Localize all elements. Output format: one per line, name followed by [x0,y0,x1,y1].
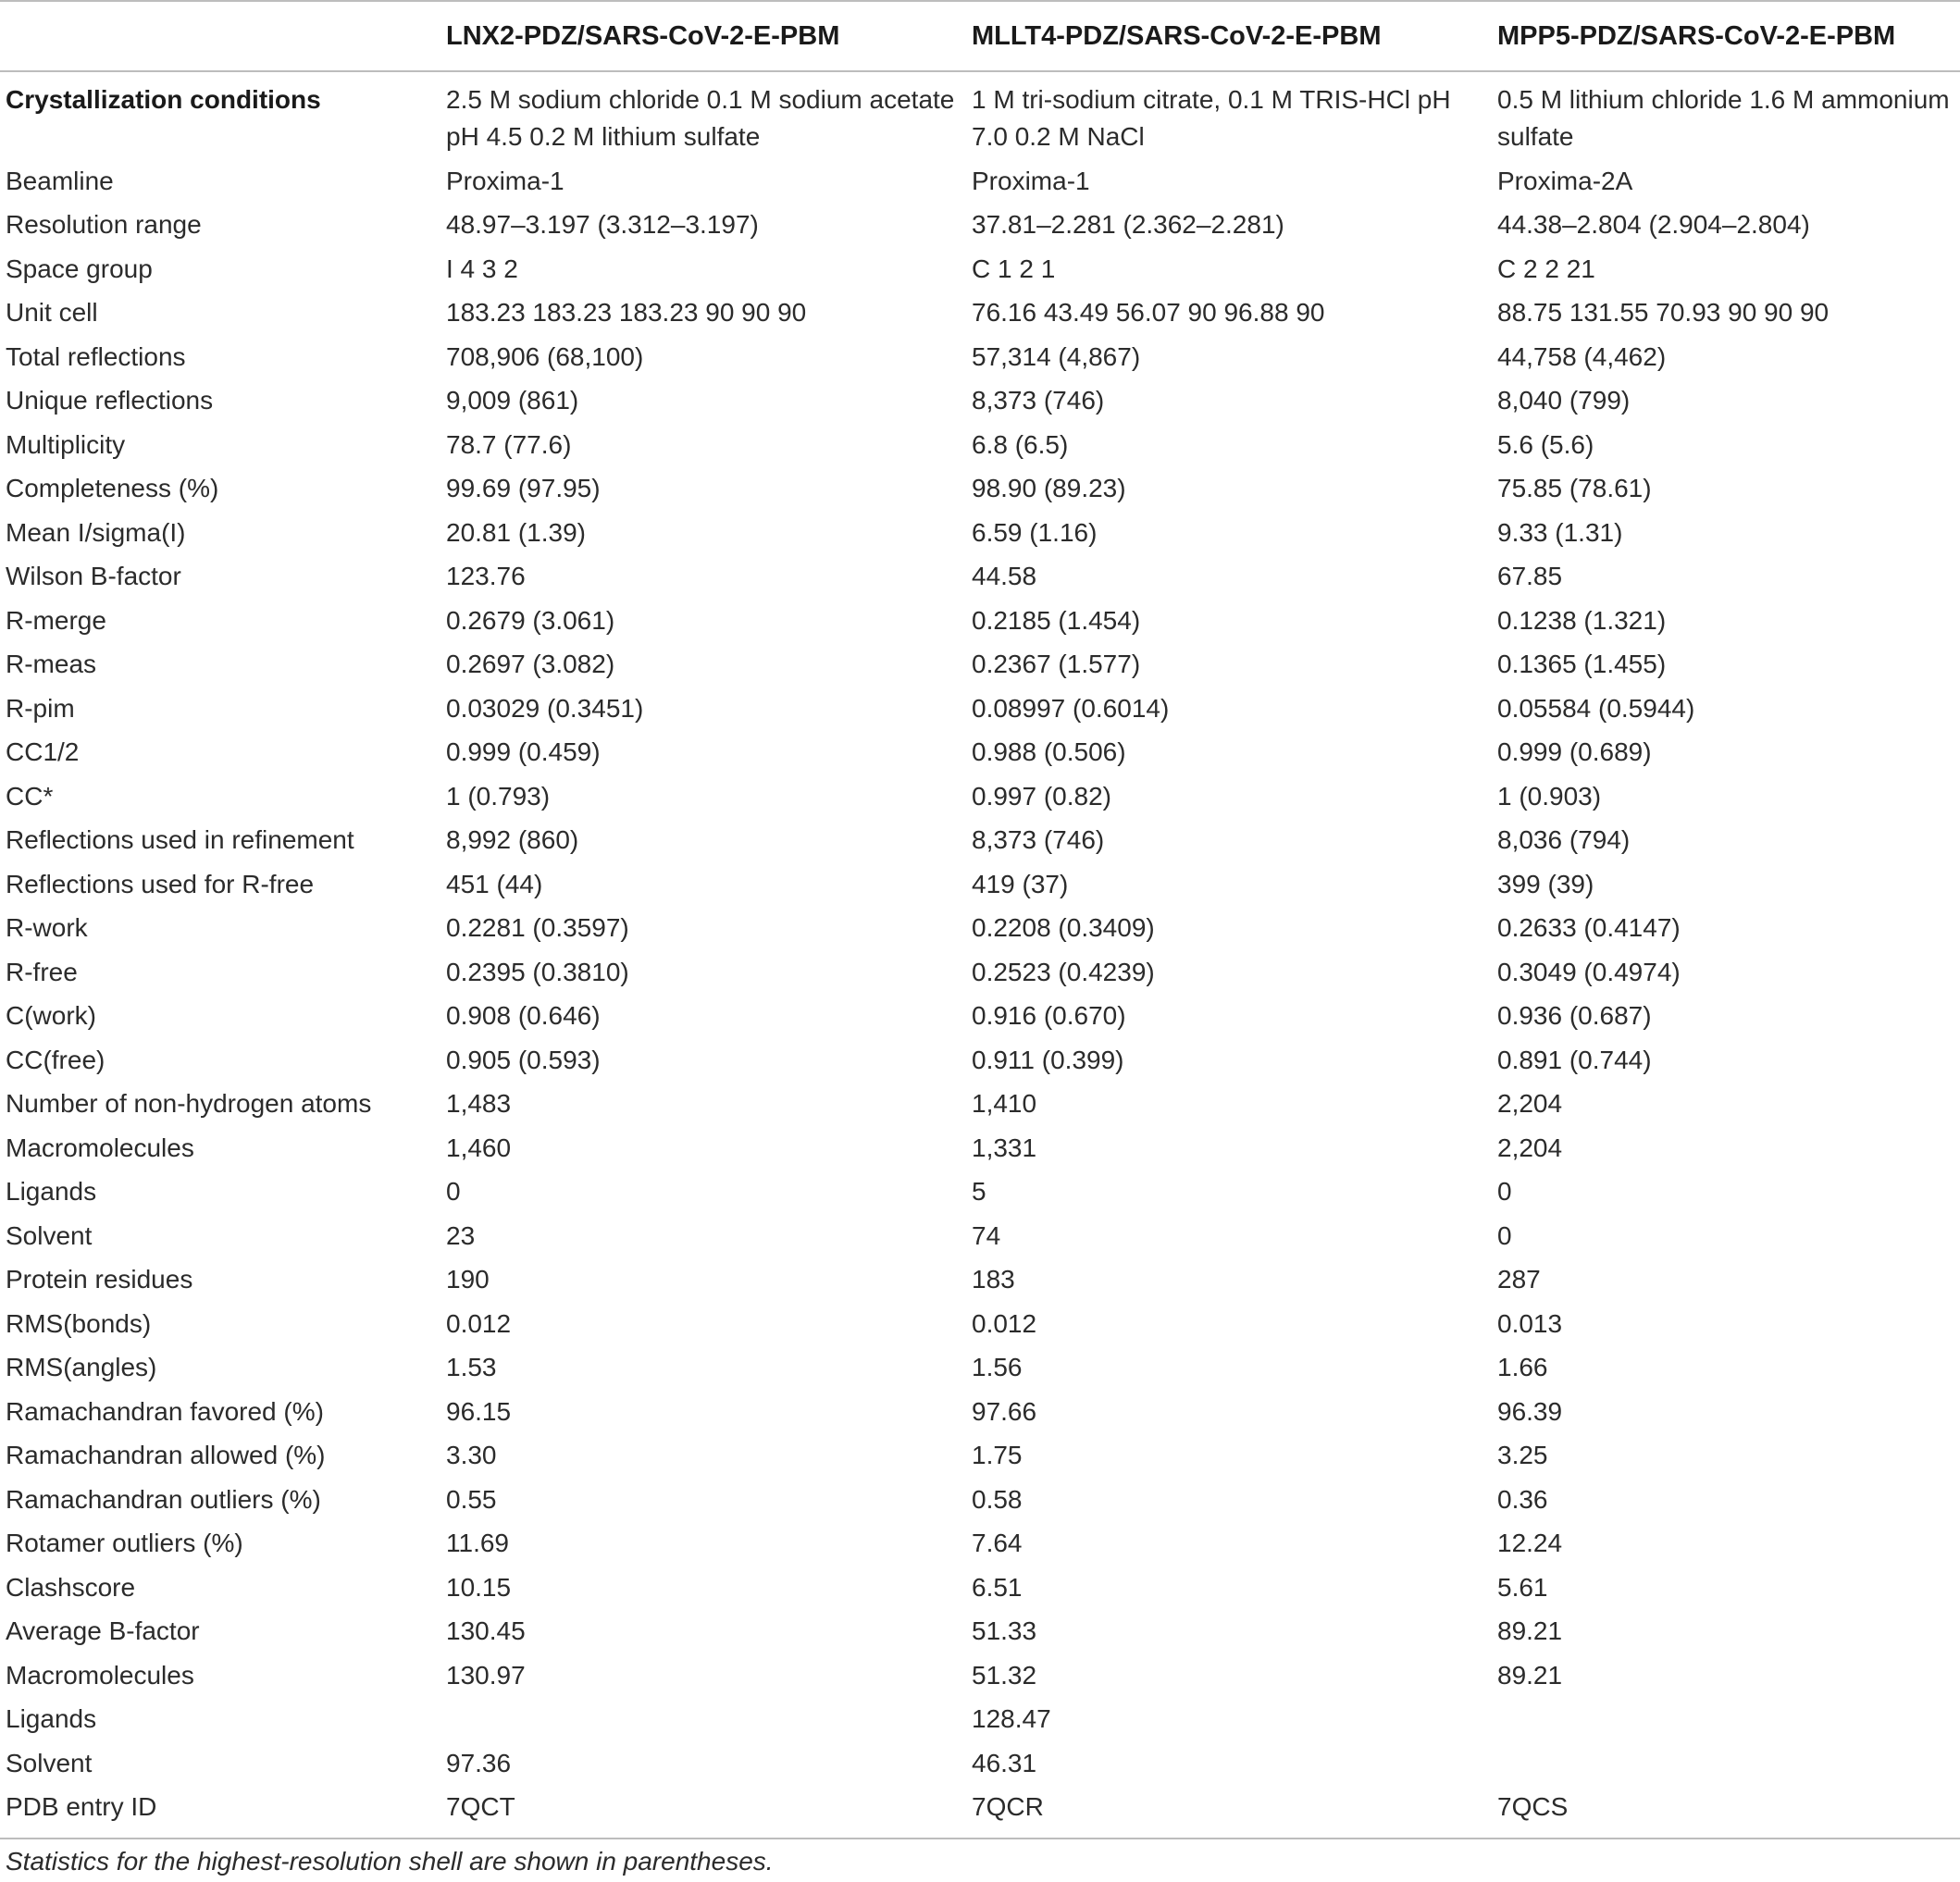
cell-mpp5: 0.013 [1497,1308,1563,1338]
cell-lnx2: 123.76 [446,562,526,591]
cell-lnx2: 11.69 [446,1529,509,1558]
cell-lnx2: 0.908 (0.646) [446,1001,601,1031]
row-label: Rotamer outliers (%) [6,1529,243,1558]
cell-mllt4: 1 M tri-sodium citrate, 0.1 M TRIS-HCl pH 7.0 0.2 M NaCl [972,85,1451,151]
row-label: C(work) [6,1001,96,1031]
cell-mpp5: 0 [1497,1220,1512,1250]
row-label: Clashscore [6,1572,136,1602]
cell-lnx2: 1,460 [446,1133,512,1162]
cell-mpp5: 0.936 (0.687) [1497,1001,1652,1031]
cell-mllt4: 0.997 (0.82) [972,781,1111,811]
row-label: Resolution range [6,210,202,240]
cell-mllt4: 7.64 [972,1529,1023,1558]
cell-mllt4: 0.2208 (0.3409) [972,913,1155,943]
cell-mpp5: 399 (39) [1497,869,1594,898]
row-label: Solvent [6,1220,93,1250]
cell-mpp5: 8,036 (794) [1497,825,1631,855]
table-row [0,819,1960,863]
cell-mpp5: 2,204 [1497,1089,1563,1119]
cell-mllt4: 0.08997 (0.6014) [972,693,1170,723]
row-label: Ramachandran favored (%) [6,1396,324,1426]
header-cell-mllt4: MLLT4-PDZ/SARS-CoV-2-E-PBM [972,20,1382,51]
row-label: Reflections used for R-free [6,869,315,898]
header-cell-lnx2: LNX2-PDZ/SARS-CoV-2-E-PBM [446,20,840,51]
cell-mllt4: 0.988 (0.506) [972,737,1126,767]
cell-mllt4: 97.66 [972,1396,1037,1426]
row-label: R-merge [6,605,106,635]
header-cell-empty [0,0,440,72]
cell-lnx2: 190 [446,1265,490,1294]
cell-mpp5: 0 [1497,1177,1512,1207]
table-row [0,1083,1960,1127]
cell-lnx2: 1 (0.793) [446,781,551,811]
cell-mllt4: Proxima-1 [972,166,1090,195]
table-row [0,1302,1960,1346]
cell-mllt4: 1,331 [972,1133,1037,1162]
row-label: R-work [6,913,88,943]
cell-mllt4: 0.2367 (1.577) [972,650,1141,679]
cell-mllt4: 8,373 (746) [972,386,1105,415]
cell-lnx2: 9,009 (861) [446,386,579,415]
cell-lnx2: 183.23 183.23 183.23 90 90 90 [446,298,807,328]
cell-mpp5: 0.36 [1497,1484,1548,1514]
row-label: Solvent [6,1748,93,1777]
table-row [0,995,1960,1039]
cell-mpp5: 1.66 [1497,1353,1548,1382]
cell-lnx2: I 4 3 2 [446,254,518,283]
row-label: Beamline [6,166,114,195]
row-label: CC(free) [6,1045,105,1074]
cell-lnx2: 10.15 [446,1572,512,1602]
cell-lnx2: 8,992 (860) [446,825,579,855]
cell-lnx2: 48.97–3.197 (3.312–3.197) [446,210,759,240]
table-row [0,1786,1960,1830]
cell-mpp5 [1492,1741,1960,1786]
cell-lnx2: 0.55 [446,1484,497,1514]
table-row [0,1478,1960,1522]
table-row [0,1214,1960,1258]
cell-lnx2: Proxima-1 [446,166,564,195]
row-label: Unique reflections [6,386,214,415]
cell-lnx2: 130.97 [446,1660,526,1690]
cell-mllt4: 51.33 [972,1616,1037,1646]
row-label: Crystallization conditions [6,85,321,114]
cell-mllt4: 46.31 [972,1748,1037,1777]
cell-mpp5: Proxima-2A [1497,166,1633,195]
cell-mpp5: 7QCS [1497,1792,1569,1822]
cell-mllt4: 51.32 [972,1660,1037,1690]
cell-lnx2: 0.2281 (0.3597) [446,913,629,943]
table-row [0,159,1960,204]
row-label: Wilson B-factor [6,562,181,591]
cell-lnx2: 708,906 (68,100) [446,341,644,371]
cell-mllt4: 1.75 [972,1441,1023,1470]
cell-lnx2: 0.2697 (3.082) [446,650,615,679]
row-label: RMS(angles) [6,1353,157,1382]
cell-mpp5: 0.2633 (0.4147) [1497,913,1681,943]
row-label: RMS(bonds) [6,1308,152,1338]
row-label: Macromolecules [6,1660,194,1690]
cell-mllt4: 0.911 (0.399) [972,1045,1124,1074]
table-row [0,599,1960,643]
table-row [0,1698,1960,1742]
cell-mpp5: 89.21 [1497,1616,1563,1646]
cell-mpp5: 2,204 [1497,1133,1563,1162]
cell-lnx2: 2.5 M sodium chloride 0.1 M sodium acetate pH 4.5 0.2 M lithium sulfate [446,85,955,151]
cell-mllt4: 128.47 [972,1704,1051,1734]
cell-mpp5: 1 (0.903) [1497,781,1602,811]
cell-mllt4: 0.58 [972,1484,1023,1514]
cell-mllt4: C 1 2 1 [972,254,1056,283]
table-row [0,1566,1960,1610]
table-row [0,204,1960,248]
cell-mllt4: 8,373 (746) [972,825,1105,855]
row-label: Total reflections [6,341,186,371]
cell-mpp5: 12.24 [1497,1529,1563,1558]
row-label: Ramachandran outliers (%) [6,1484,321,1514]
row-label: Ligands [6,1177,97,1207]
cell-mllt4: 37.81–2.281 (2.362–2.281) [972,210,1284,240]
row-label: Space group [6,254,153,283]
cell-mpp5: 287 [1497,1265,1541,1294]
cell-mllt4: 6.59 (1.16) [972,517,1098,547]
bottom-rule [0,1838,1960,1839]
cell-mllt4: 0.916 (0.670) [972,1001,1126,1031]
table-row [0,291,1960,336]
row-label: Ligands [6,1704,97,1734]
table-row [0,511,1960,555]
cell-mllt4: 44.58 [972,562,1037,591]
cell-lnx2: 0.2395 (0.3810) [446,957,629,986]
cell-mpp5: 0.891 (0.744) [1497,1045,1652,1074]
cell-lnx2: 0.03029 (0.3451) [446,693,644,723]
table-row [0,687,1960,731]
cell-mllt4: 76.16 43.49 56.07 90 96.88 90 [972,298,1325,328]
cell-mllt4: 57,314 (4,867) [972,341,1141,371]
table-row [0,1170,1960,1215]
table-row [0,1346,1960,1391]
cell-lnx2: 451 (44) [446,869,543,898]
table-body [0,72,1960,1829]
table-row [0,379,1960,424]
cell-mllt4: 1,410 [972,1089,1037,1119]
cell-lnx2: 96.15 [446,1396,512,1426]
cell-mpp5: 0.5 M lithium chloride 1.6 M ammonium sulfate [1497,85,1950,151]
cell-mpp5: 0.999 (0.689) [1497,737,1652,767]
row-label: Multiplicity [6,429,126,459]
table-row [0,1522,1960,1566]
cell-mllt4: 5 [972,1177,986,1207]
row-label: Average B-factor [6,1616,200,1646]
table-row [0,423,1960,467]
cell-mllt4: 1.56 [972,1353,1023,1382]
row-label: R-meas [6,650,97,679]
cell-lnx2: 0.905 (0.593) [446,1045,601,1074]
cell-mpp5: C 2 2 21 [1497,254,1595,283]
cell-lnx2: 130.45 [446,1616,526,1646]
cell-lnx2: 20.81 (1.39) [446,517,586,547]
table-row [0,1653,1960,1698]
table-row [0,907,1960,951]
cell-lnx2: 0.999 (0.459) [446,737,601,767]
cell-mpp5: 67.85 [1497,562,1563,591]
cell-lnx2: 99.69 (97.95) [446,474,601,503]
table-row [0,774,1960,819]
row-label: Mean I/sigma(I) [6,517,186,547]
cell-lnx2: 3.30 [446,1441,497,1470]
table-row [0,1741,1960,1786]
row-label: CC1/2 [6,737,80,767]
cell-lnx2: 78.7 (77.6) [446,429,572,459]
row-label: Number of non-hydrogen atoms [6,1089,372,1119]
cell-lnx2: 7QCT [446,1792,515,1822]
table-row [0,1258,1960,1303]
cell-mpp5: 9.33 (1.31) [1497,517,1623,547]
cell-lnx2: 0.012 [446,1308,512,1338]
cell-mllt4: 98.90 (89.23) [972,474,1126,503]
cell-mllt4: 6.51 [972,1572,1023,1602]
table-row [0,950,1960,995]
row-label: R-free [6,957,78,986]
table-row [0,1610,1960,1654]
cell-mllt4: 419 (37) [972,869,1069,898]
row-label: Reflections used in refinement [6,825,354,855]
table-row [0,1390,1960,1434]
row-label: Protein residues [6,1265,193,1294]
cell-mpp5: 0.1365 (1.455) [1497,650,1667,679]
table-row [0,643,1960,687]
cell-mllt4: 183 [972,1265,1015,1294]
table-row [0,72,1960,159]
cell-mllt4: 6.8 (6.5) [972,429,1069,459]
cell-mllt4: 74 [972,1220,1001,1250]
table-row [0,467,1960,512]
table-row [0,1038,1960,1083]
cell-lnx2: 1.53 [446,1353,497,1382]
table-row [0,247,1960,291]
cell-mpp5: 88.75 131.55 70.93 90 90 90 [1497,298,1830,328]
table-row [0,1126,1960,1170]
cell-mpp5: 0.1238 (1.321) [1497,605,1667,635]
row-label: Completeness (%) [6,474,219,503]
cell-mpp5: 8,040 (799) [1497,386,1631,415]
cell-lnx2 [440,1698,966,1742]
table-row [0,731,1960,775]
cell-mpp5: 0.05584 (0.5944) [1497,693,1695,723]
cell-mpp5: 5.61 [1497,1572,1548,1602]
cell-mpp5: 44,758 (4,462) [1497,341,1667,371]
cell-lnx2: 97.36 [446,1748,512,1777]
table-footnote: Statistics for the highest-resolution shell are shown in parentheses. [6,1847,774,1876]
cell-lnx2: 0.2679 (3.061) [446,605,615,635]
row-label: CC* [6,781,54,811]
cell-mllt4: 0.012 [972,1308,1037,1338]
cell-mpp5: 5.6 (5.6) [1497,429,1594,459]
cell-mpp5 [1492,1698,1960,1742]
row-label: Ramachandran allowed (%) [6,1441,326,1470]
cell-mpp5: 3.25 [1497,1441,1548,1470]
cell-mpp5: 89.21 [1497,1660,1563,1690]
cell-mllt4: 0.2185 (1.454) [972,605,1141,635]
table-row [0,335,1960,379]
row-label: R-pim [6,693,75,723]
table-header-row [0,0,1960,72]
row-label: Unit cell [6,298,98,328]
header-cell-mpp5: MPP5-PDZ/SARS-CoV-2-E-PBM [1497,20,1896,51]
table-row [0,555,1960,600]
cell-lnx2: 0 [446,1177,461,1207]
row-label: PDB entry ID [6,1792,157,1822]
cell-mpp5: 75.85 (78.61) [1497,474,1652,503]
cell-mpp5: 44.38–2.804 (2.904–2.804) [1497,210,1810,240]
cell-mllt4: 0.2523 (0.4239) [972,957,1155,986]
cell-mpp5: 96.39 [1497,1396,1563,1426]
table-row [0,862,1960,907]
cell-mpp5: 0.3049 (0.4974) [1497,957,1681,986]
cell-lnx2: 1,483 [446,1089,512,1119]
row-label: Macromolecules [6,1133,194,1162]
table-row [0,1434,1960,1479]
cell-lnx2: 23 [446,1220,476,1250]
cell-mllt4: 7QCR [972,1792,1044,1822]
